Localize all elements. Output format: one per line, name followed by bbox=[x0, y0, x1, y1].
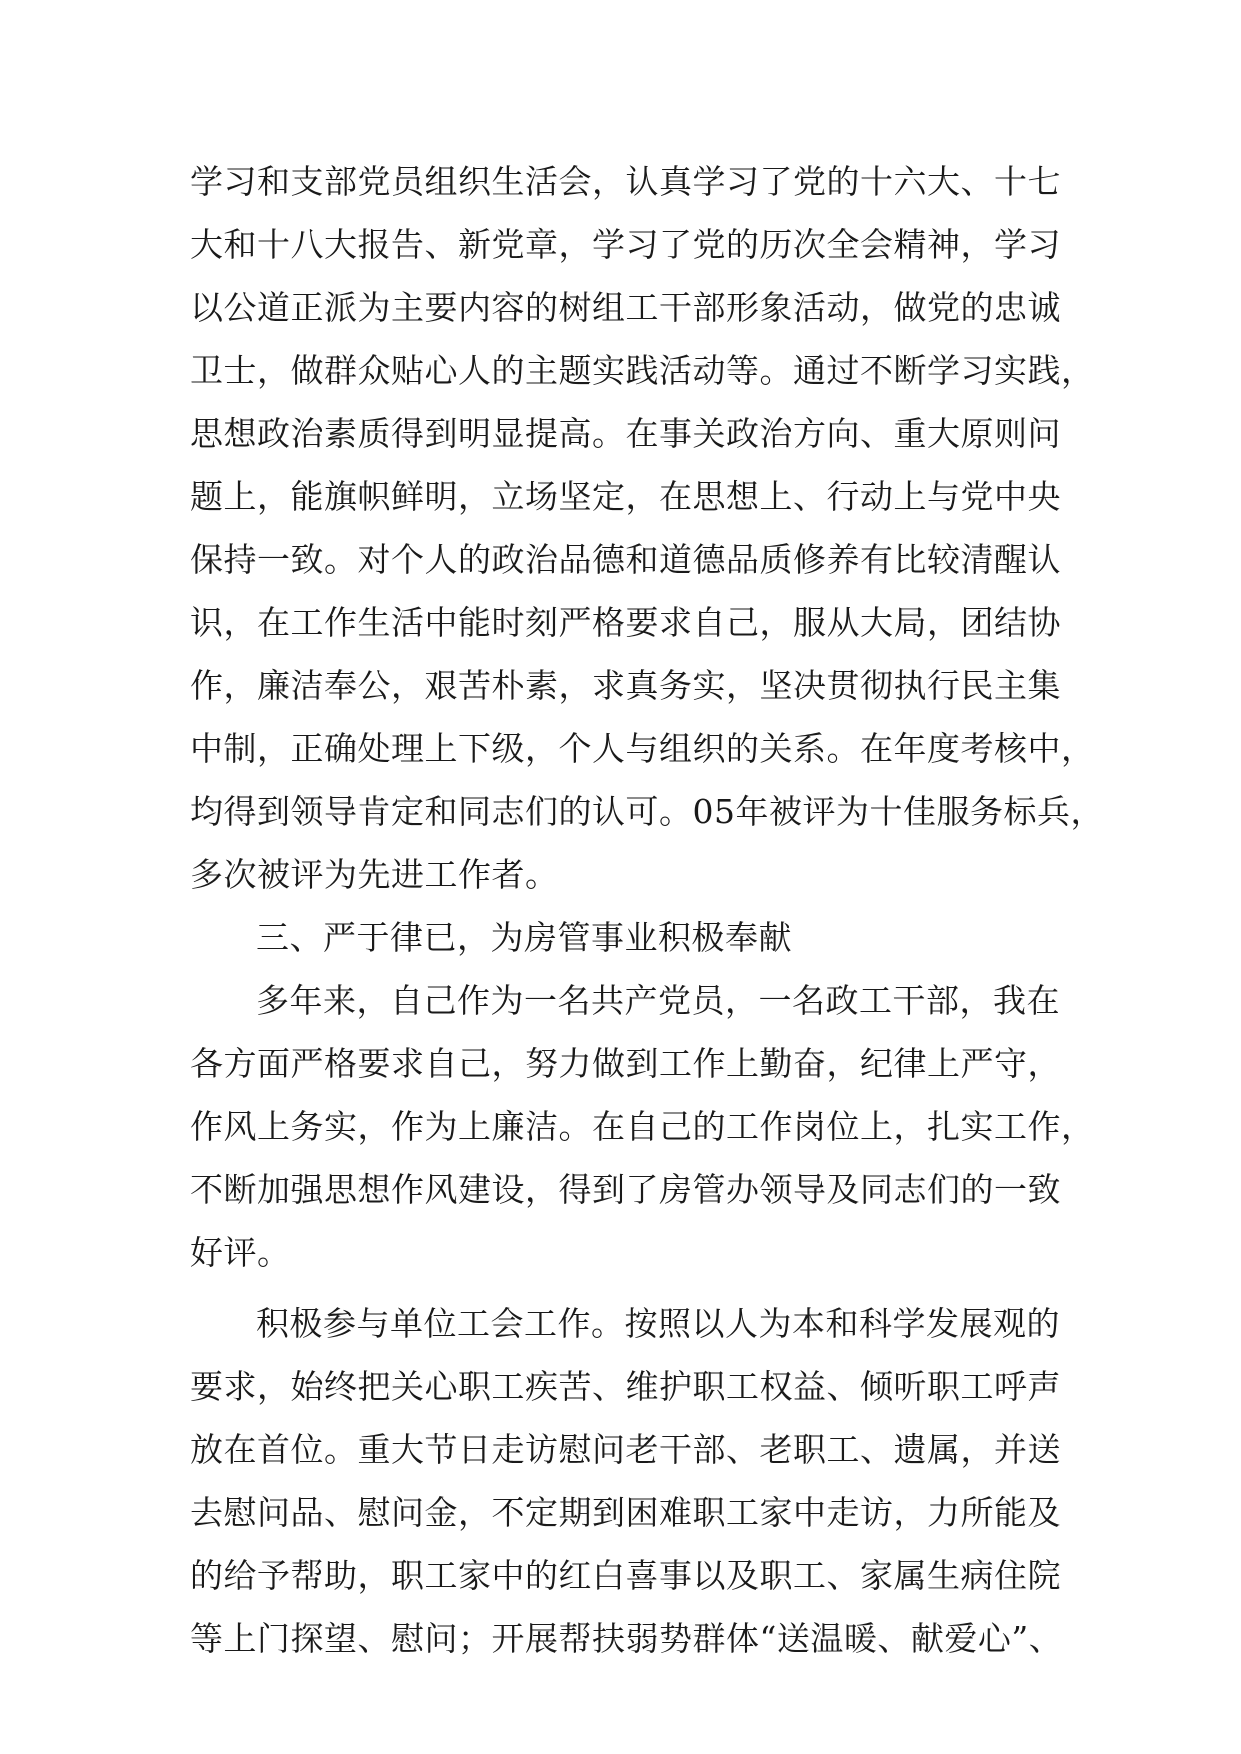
body-line: 以公道正派为主要内容的树组工干部形象活动，做党的忠诚 bbox=[190, 288, 1061, 327]
body-line: 不断加强思想作风建设，得到了房管办领导及同志们的一致 bbox=[190, 1170, 1061, 1209]
body-line: 思想政治素质得到明显提高。在事关政治方向、重大原则问 bbox=[190, 414, 1061, 453]
paragraph-first-line: 多年来，自己作为一名共产党员，一名政工干部，我在 bbox=[256, 981, 1060, 1020]
body-line: 卫士，做群众贴心人的主题实践活动等。通过不断学习实践， bbox=[190, 351, 1095, 390]
body-line: 要求，始终把关心职工疾苦、维护职工权益、倾听职工呼声 bbox=[190, 1367, 1061, 1406]
body-line: 放在首位。重大节日走访慰问老干部、老职工、遗属，并送 bbox=[190, 1430, 1061, 1469]
body-line: 各方面严格要求自己，努力做到工作上勤奋，纪律上严守， bbox=[190, 1044, 1061, 1083]
body-line: 大和十八大报告、新党章，学习了党的历次全会精神，学习 bbox=[190, 225, 1061, 264]
body-line: 均得到领导肯定和同志们的认可。05年被评为十佳服务标兵， bbox=[190, 792, 1104, 831]
body-line: 好评。 bbox=[190, 1233, 291, 1272]
body-line: 作风上务实，作为上廉洁。在自己的工作岗位上，扎实工作， bbox=[190, 1107, 1095, 1146]
body-line: 识，在工作生活中能时刻严格要求自己，服从大局，团结协 bbox=[190, 603, 1061, 642]
body-line: 题上，能旗帜鲜明，立场坚定，在思想上、行动上与党中央 bbox=[190, 477, 1061, 516]
document-body bbox=[190, 150, 1104, 1670]
body-line: 去慰问品、慰问金，不定期到困难职工家中走访，力所能及 bbox=[190, 1493, 1061, 1532]
body-line: 学习和支部党员组织生活会，认真学习了党的十六大、十七 bbox=[190, 162, 1061, 201]
section-heading: 三、严于律已，为房管事业积极奉献 bbox=[256, 918, 792, 957]
body-line: 的给予帮助，职工家中的红白喜事以及职工、家属生病住院 bbox=[190, 1556, 1061, 1595]
body-line: 多次被评为先进工作者。 bbox=[190, 855, 559, 894]
paragraph-first-line: 积极参与单位工会工作。按照以人为本和科学发展观的 bbox=[256, 1304, 1060, 1343]
body-line: 等上门探望、慰问；开展帮扶弱势群体“送温暖、献爱心”、 bbox=[190, 1619, 1063, 1658]
body-line: 保持一致。对个人的政治品德和道德品质修养有比较清醒认 bbox=[190, 540, 1061, 579]
body-line: 作，廉洁奉公，艰苦朴素，求真务实，坚决贯彻执行民主集 bbox=[190, 666, 1061, 705]
body-line: 中制，正确处理上下级，个人与组织的关系。在年度考核中， bbox=[190, 729, 1095, 768]
